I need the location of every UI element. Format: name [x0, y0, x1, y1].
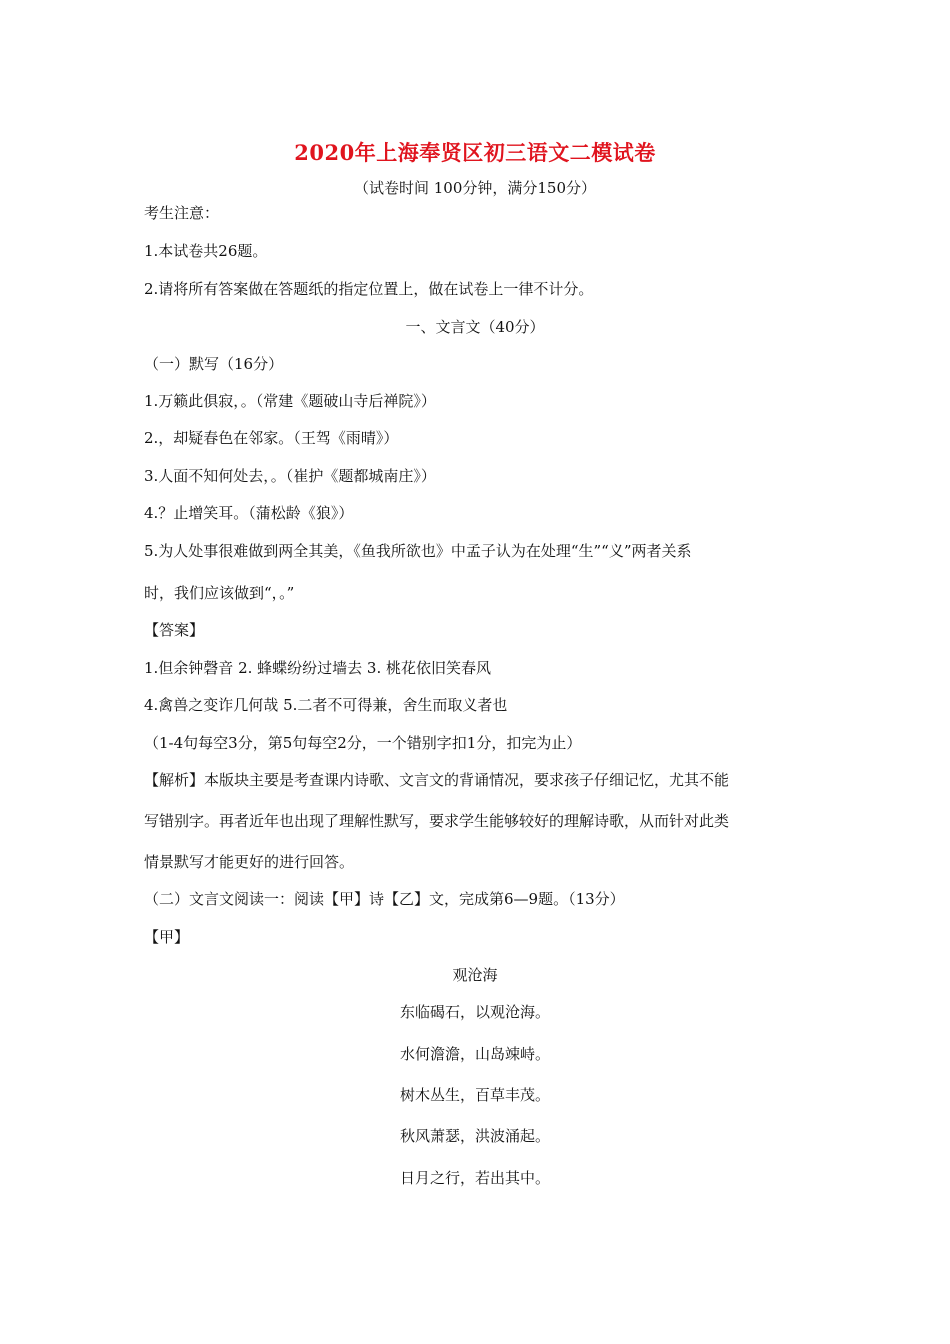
poem-title: 观沧海: [452, 966, 498, 984]
question-5-line-1: 5.为人处事很难做到两全其美，《鱼我所欲也》中孟子认为在处理“生”“义”两者关系: [144, 542, 692, 560]
poem-line: 水何澹澹，山岛竦峙。: [399, 1045, 550, 1063]
document-title: 2020年上海奉贤区初三语文二模试卷: [294, 140, 656, 165]
scoring-note: （1-4句每空3分，第5句每空2分，一个错别字扣1分，扣完为止）: [144, 734, 582, 752]
analysis-line-2: 写错别字。再者近年也出现了理解性默写，要求学生能够较好的理解诗歌，从而针对此类: [144, 812, 730, 830]
question-4: 4.？止增笑耳。（蒲松龄《狼》）: [144, 504, 354, 522]
poem-line: 日月之行，若出其中。: [399, 1169, 550, 1187]
answer-line-2: 4.禽兽之变诈几何哉 5.二者不可得兼，舍生而取义者也: [144, 696, 508, 714]
question-1: 1.万籁此俱寂，。（常建《题破山寺后禅院》）: [144, 392, 436, 410]
part-heading-reading: （二）文言文阅读一：阅读【甲】诗【乙】文，完成第6—9题。（13分）: [144, 890, 625, 908]
poem-line: 东临碣石，以观沧海。: [399, 1003, 550, 1021]
section-heading: 一、文言文（40分）: [405, 318, 545, 336]
poem-line: 秋风萧瑟，洪波涌起。: [399, 1127, 550, 1145]
passage-label-jia: 【甲】: [144, 928, 190, 946]
notice-item-2: 2.请将所有答案做在答题纸的指定位置上，做在试卷上一律不计分。: [144, 280, 594, 298]
notice-item-1: 1.本试卷共26题。: [144, 242, 268, 260]
answer-line-1: 1.但余钟磬音 2. 蜂蝶纷纷过墙去 3. 桃花依旧笑春风: [144, 659, 492, 677]
question-5-line-2: 时，我们应该做到“，。”: [144, 584, 295, 602]
question-3: 3.人面不知何处去，。（崔护《题都城南庄》）: [144, 467, 436, 485]
analysis-line-1: 【解析】本版块主要是考查课内诗歌、文言文的背诵情况，要求孩子仔细记忆，尤其不能: [144, 771, 730, 789]
part-heading-dictation: （一）默写（16分）: [144, 355, 284, 373]
exam-info: （试卷时间 100分钟，满分150分）: [353, 179, 597, 197]
notice-heading: 考生注意：: [144, 204, 220, 222]
analysis-line-3: 情景默写才能更好的进行回答。: [144, 853, 355, 871]
answer-label: 【答案】: [144, 621, 205, 639]
poem-line: 树木丛生，百草丰茂。: [399, 1086, 550, 1104]
question-2: 2.，却疑春色在邻家。（王驾《雨晴》）: [144, 429, 399, 447]
